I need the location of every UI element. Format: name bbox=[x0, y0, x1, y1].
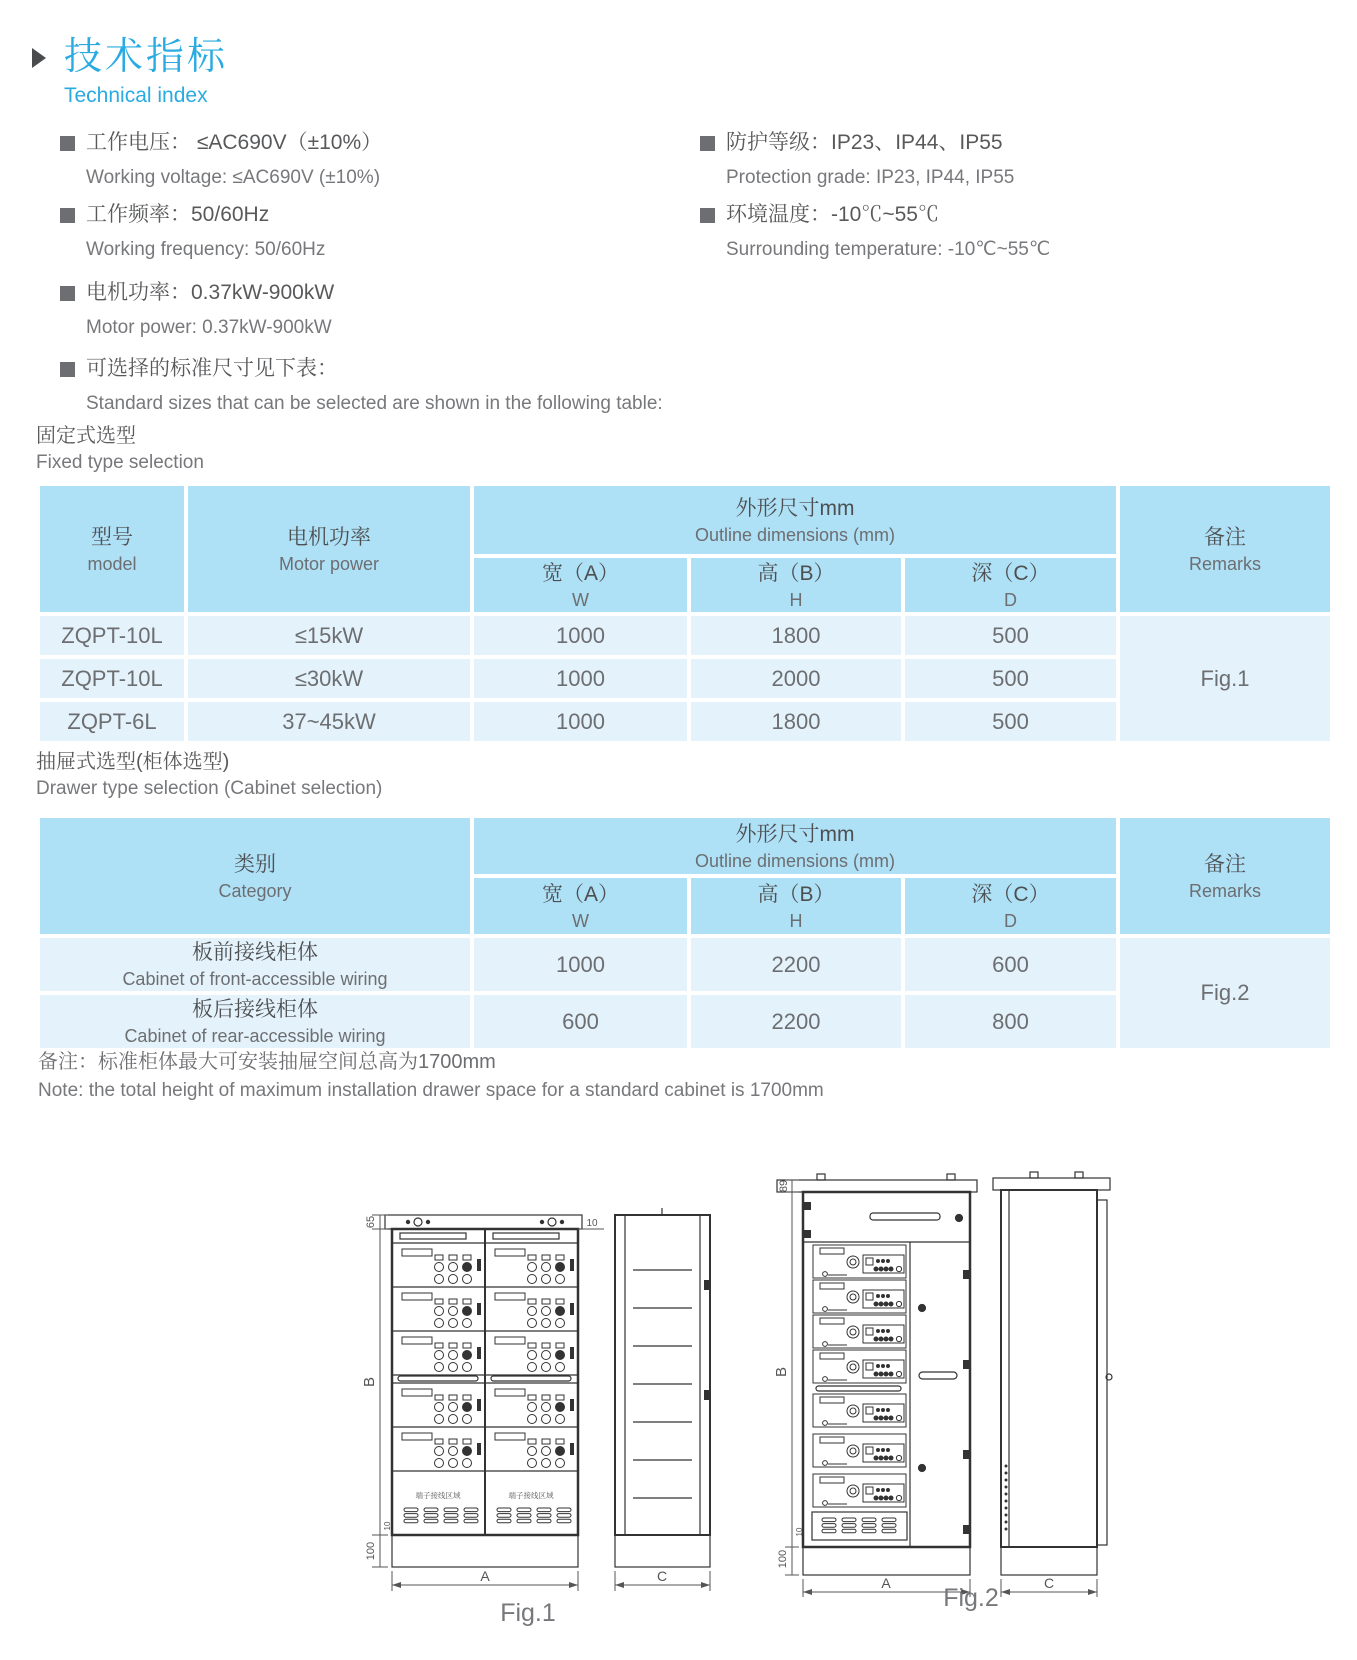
col-header-height: 高（B） H bbox=[689, 556, 903, 614]
note-cn: 备注：标准柜体最大可安装抽屉空间总高为1700mm bbox=[38, 1051, 496, 1073]
model-cell: ZQPT-10L bbox=[38, 614, 186, 657]
spec-working-voltage bbox=[60, 130, 382, 190]
spec-working-frequency bbox=[60, 202, 325, 262]
model-cell: ZQPT-10L bbox=[38, 657, 186, 700]
spec-en-text: Working frequency: 50/60Hz bbox=[86, 239, 326, 260]
power-cell: 37~45kW bbox=[186, 700, 472, 743]
height-cell: 1800 bbox=[689, 614, 903, 657]
section-title-cn: 固定式选型 bbox=[36, 425, 136, 447]
depth-cell: 500 bbox=[903, 657, 1118, 700]
spec-cn-text: 工作电压： ≤AC690V（±10%） bbox=[86, 131, 383, 154]
spec-en-text: Protection grade: IP23, IP44, IP55 bbox=[726, 167, 1015, 188]
dim-C: C bbox=[1043, 1575, 1055, 1591]
drawer-type-section-label bbox=[36, 750, 382, 800]
fig2-drawing bbox=[773, 1172, 1112, 1612]
spec-cn-text: 电机功率：0.37kW-900kW bbox=[86, 281, 335, 304]
spec-cn-text: 防护等级：IP23、IP44、IP55 bbox=[726, 131, 1003, 154]
spec-cn-text: 可选择的标准尺寸见下表： bbox=[86, 357, 338, 380]
spec-surrounding-temperature bbox=[700, 202, 1050, 262]
col-header-width: 宽（A） W bbox=[472, 556, 689, 614]
spec-en-text: Motor power: 0.37kW-900kW bbox=[86, 317, 332, 338]
fig1-front-view bbox=[385, 1215, 582, 1567]
col-header-outline-dimensions: 外形尺寸mm Outline dimensions (mm) bbox=[472, 484, 1118, 556]
section-title-cn: 抽屉式选型(柜体选型) bbox=[36, 751, 230, 773]
col-header-depth: 深（C） D bbox=[903, 876, 1118, 936]
spec-motor-power bbox=[60, 280, 334, 340]
section-arrow-icon bbox=[32, 48, 46, 68]
height-cell: 2000 bbox=[689, 657, 903, 700]
terminal-area-label: 端子接线区域 bbox=[508, 1491, 554, 1500]
page-subtitle: Technical index bbox=[64, 84, 208, 107]
bullet-square-icon bbox=[700, 208, 715, 223]
spec-standard-sizes bbox=[60, 356, 663, 416]
power-cell: ≤15kW bbox=[186, 614, 472, 657]
remark-cell: Fig.2 bbox=[1118, 936, 1332, 1050]
col-header-width: 宽（A） W bbox=[472, 876, 689, 936]
dim-100: 100 bbox=[365, 1541, 377, 1561]
width-cell: 600 bbox=[472, 993, 689, 1050]
dim-10-inner: 10 bbox=[795, 1527, 804, 1537]
table-row bbox=[38, 614, 1332, 657]
dim-A: A bbox=[480, 1568, 490, 1584]
page-header bbox=[30, 34, 228, 108]
note-en: Note: the total height of maximum installation drawer space for a standard cabinet is 1700mm bbox=[38, 1080, 824, 1101]
fig2-caption: Fig.2 bbox=[943, 1584, 999, 1612]
spec-cn-text: 工作频率：50/60Hz bbox=[86, 203, 270, 226]
depth-cell: 600 bbox=[903, 936, 1118, 993]
spec-cn-text: 环境温度：-10℃~55℃ bbox=[726, 203, 939, 226]
model-cell: ZQPT-6L bbox=[38, 700, 186, 743]
dim-B: B bbox=[361, 1376, 378, 1388]
fig2-side-view bbox=[993, 1172, 1112, 1575]
dim-A: A bbox=[881, 1575, 891, 1591]
width-cell: 1000 bbox=[472, 657, 689, 700]
dim-C: C bbox=[656, 1568, 668, 1584]
height-cell: 2200 bbox=[689, 993, 903, 1050]
height-cell: 1800 bbox=[689, 700, 903, 743]
col-header-outline-dimensions: 外形尺寸mm Outline dimensions (mm) bbox=[472, 816, 1118, 876]
col-header-remarks: 备注 Remarks bbox=[1118, 484, 1332, 614]
dim-89: 89 bbox=[778, 1179, 790, 1193]
dim-10-top: 10 bbox=[586, 1218, 598, 1229]
dim-10-inner: 10 bbox=[383, 1521, 392, 1531]
dim-100: 100 bbox=[777, 1549, 789, 1569]
width-cell: 1000 bbox=[472, 614, 689, 657]
dim-B: B bbox=[773, 1366, 790, 1378]
fig1-drawing bbox=[361, 1208, 710, 1627]
section-title-en: Fixed type selection bbox=[36, 452, 204, 473]
power-cell: ≤30kW bbox=[186, 657, 472, 700]
dim-65: 65 bbox=[365, 1215, 377, 1229]
spec-en-text: Standard sizes that can be selected are shown in the following table: bbox=[86, 393, 663, 414]
col-header-depth: 深（C） D bbox=[903, 556, 1118, 614]
col-header-category: 类别 Category bbox=[38, 816, 472, 936]
remark-cell: Fig.1 bbox=[1118, 614, 1332, 743]
depth-cell: 500 bbox=[903, 700, 1118, 743]
fixed-type-section-label bbox=[36, 424, 204, 474]
col-header-remarks: 备注 Remarks bbox=[1118, 816, 1332, 936]
category-cell: 板后接线柜体 Cabinet of rear-accessible wiring bbox=[38, 993, 472, 1050]
category-cell: 板前接线柜体 Cabinet of front-accessible wiring bbox=[38, 936, 472, 993]
spec-protection-grade bbox=[700, 130, 1014, 190]
fig1-caption: Fig.1 bbox=[500, 1599, 556, 1627]
col-header-motor-power: 电机功率 Motor power bbox=[186, 484, 472, 614]
page-title: 技术指标 bbox=[64, 36, 229, 78]
fig1-dimension-labels bbox=[361, 1216, 667, 1627]
fixed-type-table bbox=[36, 482, 1334, 745]
bullet-square-icon bbox=[700, 136, 715, 151]
spec-en-text: Surrounding temperature: -10℃~55℃ bbox=[726, 239, 1051, 260]
spec-en-text: Working voltage: ≤AC690V (±10%) bbox=[86, 167, 381, 188]
bullet-square-icon bbox=[60, 362, 75, 377]
bullet-square-icon bbox=[60, 136, 75, 151]
col-header-height: 高（B） H bbox=[689, 876, 903, 936]
bullet-square-icon bbox=[60, 208, 75, 223]
width-cell: 1000 bbox=[472, 700, 689, 743]
depth-cell: 500 bbox=[903, 614, 1118, 657]
fig2-front-view bbox=[777, 1174, 977, 1575]
depth-cell: 800 bbox=[903, 993, 1118, 1050]
drawer-type-table bbox=[36, 814, 1334, 1052]
table-row bbox=[38, 936, 1332, 993]
technical-drawings bbox=[330, 1130, 1130, 1630]
width-cell: 1000 bbox=[472, 936, 689, 993]
height-cell: 2200 bbox=[689, 936, 903, 993]
col-header-model: 型号 model bbox=[38, 484, 186, 614]
bullet-square-icon bbox=[60, 286, 75, 301]
fig1-side-view bbox=[615, 1208, 710, 1567]
terminal-area-label: 端子接线区域 bbox=[415, 1491, 461, 1500]
section-title-en: Drawer type selection (Cabinet selection) bbox=[36, 778, 383, 799]
table-note bbox=[38, 1050, 824, 1103]
